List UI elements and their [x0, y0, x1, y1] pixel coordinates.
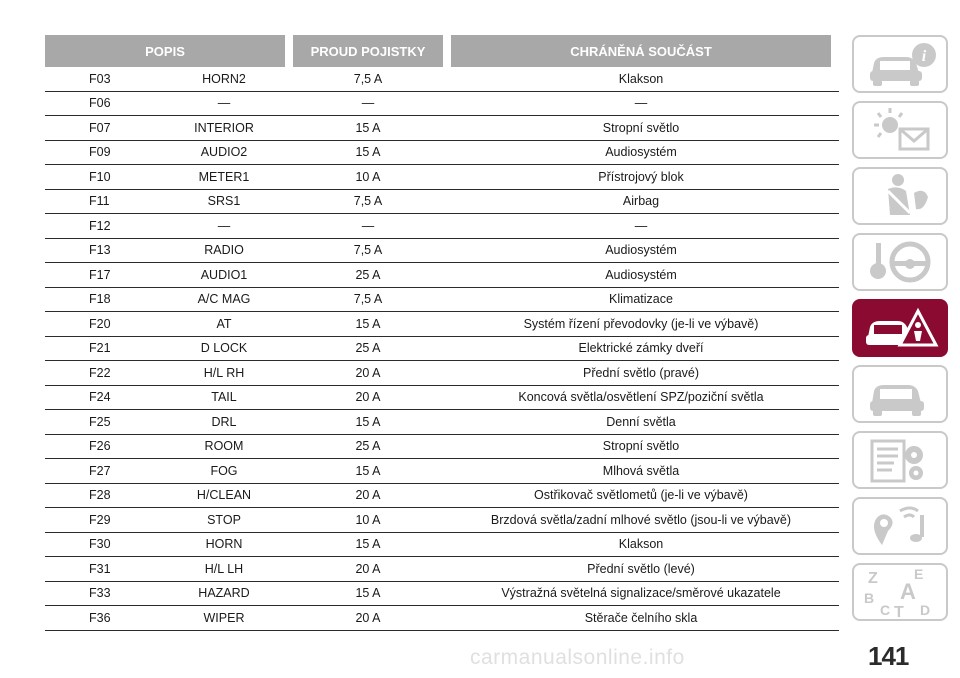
fuse-cell [45, 190, 285, 214]
index-letter: C [880, 602, 891, 618]
fuse-code: F11 [89, 194, 110, 209]
fuse-current: 7,5 A [353, 194, 383, 209]
fuse-name: D LOCK [200, 341, 248, 356]
protected-component: Stropní světlo [602, 439, 680, 454]
fuse-cell [45, 582, 285, 606]
header-current: PROUD POJISTKY [293, 35, 443, 67]
tab-car-info[interactable] [852, 35, 948, 93]
protected-component: Klimatizace [609, 292, 673, 307]
fuse-code: F10 [89, 169, 111, 184]
protected-component: Denní světla [606, 414, 676, 429]
fuse-code: F06 [89, 96, 111, 111]
fuse-code: F24 [89, 390, 111, 405]
fuse-code: F17 [89, 267, 111, 282]
fuse-name: H/L LH [204, 561, 244, 576]
fuse-cell [45, 214, 285, 238]
fuse-name: HORN [205, 537, 243, 552]
fuse-name: METER1 [198, 169, 250, 184]
specifications-gear-icon [858, 435, 942, 485]
protected-component: Přední světlo (levé) [587, 561, 695, 576]
protected-component: Koncová světla/osvětlení SPZ/poziční světla [518, 390, 764, 405]
tab-specifications[interactable] [852, 431, 948, 489]
fuse-current: 7,5 A [353, 292, 383, 307]
tab-maintenance[interactable] [852, 365, 948, 423]
protected-component: Elektrické zámky dveří [578, 341, 704, 356]
index-letter: D [920, 602, 931, 618]
header-description: POPIS [45, 35, 285, 67]
fuse-cell [45, 92, 285, 116]
fuse-code: F28 [89, 488, 111, 503]
fuse-code: F13 [89, 243, 111, 258]
fuse-cell [45, 337, 285, 361]
fuse-current: 15 A [355, 414, 381, 429]
protected-component: Mlhová světla [602, 463, 680, 478]
fuse-code: F09 [89, 145, 111, 160]
fuse-cell [45, 141, 285, 165]
tab-multimedia[interactable] [852, 497, 948, 555]
index-letter: B [864, 590, 875, 606]
tab-seatbelt-airbag[interactable] [852, 167, 948, 225]
fuse-cell [45, 67, 285, 91]
protected-component: Stropní světlo [602, 120, 680, 135]
fuse-cell [45, 557, 285, 581]
table-row [45, 386, 839, 411]
fuse-name: H/CLEAN [196, 488, 252, 503]
fuse-cell [45, 263, 285, 287]
protected-component: — [634, 96, 648, 111]
fuse-cell [45, 606, 285, 630]
fuse-current: 20 A [355, 365, 381, 380]
car-info-icon [858, 39, 942, 89]
multimedia-music-icon [858, 501, 942, 551]
fuse-current: 7,5 A [353, 243, 383, 258]
table-row [45, 288, 839, 313]
alphabetical-index-icon [858, 565, 942, 619]
fuse-cell [45, 533, 285, 557]
header-component: CHRÁNĚNÁ SOUČÁST [451, 35, 831, 67]
fuse-code: F30 [89, 537, 111, 552]
fuse-cell [45, 484, 285, 508]
table-row [45, 410, 839, 435]
key-steering-wheel-icon [858, 237, 942, 287]
fuse-name: — [217, 218, 231, 233]
fuse-current: 15 A [355, 145, 381, 160]
fuse-name: HORN2 [202, 71, 246, 86]
table-row [45, 557, 839, 582]
protected-component: Klakson [618, 71, 664, 86]
table-row [45, 459, 839, 484]
fuse-code: F22 [89, 365, 111, 380]
fuse-code: F07 [89, 120, 111, 135]
table-row [45, 508, 839, 533]
fuse-current: 25 A [355, 341, 381, 356]
fuse-name: AT [216, 316, 232, 331]
protected-component: Brzdová světla/zadní mlhové světlo (jsou-li ve výbavě) [490, 512, 792, 527]
fuse-code: F33 [89, 586, 111, 601]
fuse-name: INTERIOR [194, 120, 254, 135]
table-row [45, 67, 839, 92]
fuse-cell [45, 386, 285, 410]
fuse-cell [45, 435, 285, 459]
car-emergency-icon [858, 303, 942, 353]
fuse-current: — [361, 218, 375, 233]
table-row [45, 190, 839, 215]
fuse-code: F12 [89, 218, 111, 233]
index-letter: Z [868, 570, 878, 587]
fuse-current: 20 A [355, 390, 381, 405]
fuse-current: 15 A [355, 316, 381, 331]
protected-component: Stěrače čelního skla [584, 610, 698, 625]
table-row [45, 312, 839, 337]
fuse-current: — [361, 96, 375, 111]
fuse-code: F27 [89, 463, 111, 478]
table-row [45, 116, 839, 141]
fuse-name: H/L RH [203, 365, 245, 380]
fuse-name: TAIL [211, 390, 237, 405]
fuse-current: 25 A [355, 439, 381, 454]
protected-component: Výstražná světelná signalizace/směrové ukazatele [501, 586, 781, 601]
index-letter: A [900, 579, 916, 604]
fuse-current: 20 A [355, 561, 381, 576]
car-maintenance-icon [858, 369, 942, 419]
index-letter: E [914, 566, 924, 582]
table-row [45, 435, 839, 460]
fuse-current: 15 A [355, 463, 381, 478]
fuse-cell [45, 165, 285, 189]
fuse-cell [45, 239, 285, 263]
table-row [45, 165, 839, 190]
table-row [45, 92, 839, 117]
table-row [45, 582, 839, 607]
protected-component: Systém řízení převodovky (je-li ve výbavě) [523, 316, 759, 331]
fuse-current: 15 A [355, 537, 381, 552]
fuse-code: F18 [89, 292, 111, 307]
table-row [45, 361, 839, 386]
fuse-name: STOP [207, 512, 241, 527]
table-row [45, 533, 839, 558]
fuse-current: 20 A [355, 488, 381, 503]
fuse-current: 10 A [355, 169, 381, 184]
warning-lights-icon [858, 105, 942, 155]
table-row [45, 239, 839, 264]
fuse-name: SRS1 [207, 194, 241, 209]
fuse-current: 10 A [355, 512, 381, 527]
protected-component: Přístrojový blok [598, 169, 684, 184]
tab-emergency[interactable] [852, 299, 948, 357]
fuse-cell [45, 288, 285, 312]
page-number: 141 [868, 641, 909, 671]
seatbelt-airbag-icon [858, 171, 942, 221]
fuse-code: F26 [89, 439, 111, 454]
protected-component: Přední světlo (pravé) [582, 365, 700, 380]
fuse-cell [45, 361, 285, 385]
fuse-cell [45, 312, 285, 336]
protected-component: Audiosystém [605, 243, 677, 258]
svg-text:i: i [921, 48, 927, 65]
fuse-current: 15 A [355, 586, 381, 601]
fuse-code: F29 [89, 512, 111, 527]
fuse-name: FOG [210, 463, 238, 478]
table-row [45, 141, 839, 166]
table-row [45, 214, 839, 239]
fuse-name: DRL [211, 414, 237, 429]
table-row [45, 263, 839, 288]
table-row [45, 606, 839, 631]
fuse-name: AUDIO2 [200, 145, 248, 160]
fuse-code: F25 [89, 414, 111, 429]
protected-component: — [634, 218, 648, 233]
fuse-cell [45, 116, 285, 140]
protected-component: Klakson [618, 537, 664, 552]
fuse-name: WIPER [203, 610, 245, 625]
fuse-name: — [217, 96, 231, 111]
fuse-code: F20 [89, 316, 111, 331]
protected-component: Airbag [622, 194, 660, 209]
fuse-cell [45, 410, 285, 434]
tab-warning-lights[interactable] [852, 101, 948, 159]
fuse-cell [45, 508, 285, 532]
fuse-name: HAZARD [198, 586, 250, 601]
tab-index[interactable] [852, 563, 948, 621]
protected-component: Ostřikovač světlometů (je-li ve výbavě) [534, 488, 748, 503]
fuse-cell [45, 459, 285, 483]
table-row [45, 484, 839, 509]
table-body [45, 67, 839, 631]
protected-component: Audiosystém [605, 145, 677, 160]
fuse-code: F21 [89, 341, 111, 356]
index-letter: T [894, 604, 904, 619]
fuse-name: ROOM [204, 439, 244, 454]
fuse-name: AUDIO1 [200, 267, 248, 282]
protected-component: Audiosystém [605, 267, 677, 282]
watermark: carmanualsonline.info [470, 646, 685, 669]
fuse-current: 25 A [355, 267, 381, 282]
table-header [45, 35, 839, 67]
fuse-name: RADIO [204, 243, 244, 258]
fuse-current: 20 A [355, 610, 381, 625]
fuse-table [45, 35, 839, 631]
fuse-current: 7,5 A [353, 71, 383, 86]
table-row [45, 337, 839, 362]
fuse-current: 15 A [355, 120, 381, 135]
fuse-code: F36 [89, 610, 111, 625]
fuse-code: F03 [89, 71, 111, 86]
tab-key-steering[interactable] [852, 233, 948, 291]
fuse-name: A/C MAG [197, 292, 251, 307]
fuse-code: F31 [89, 561, 111, 576]
